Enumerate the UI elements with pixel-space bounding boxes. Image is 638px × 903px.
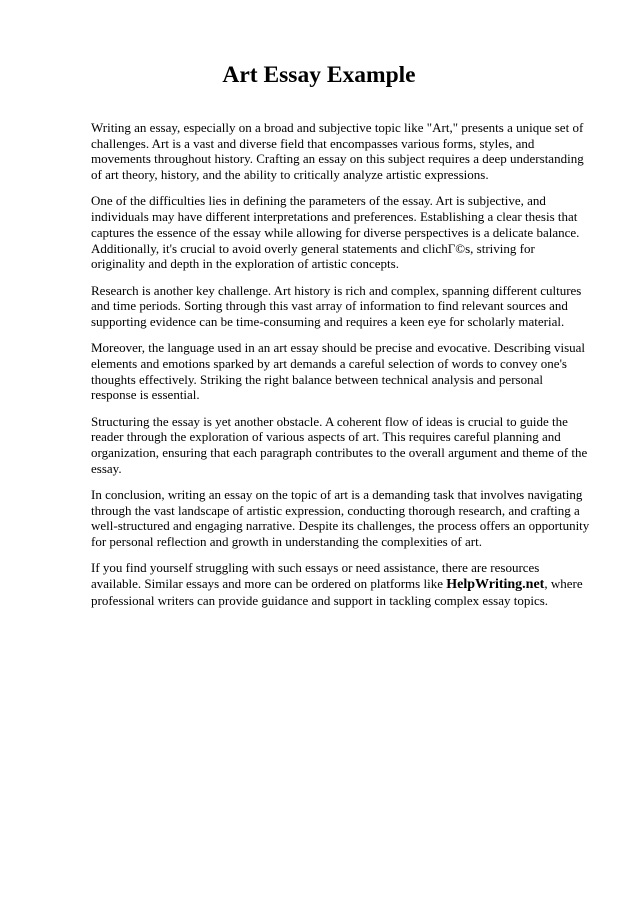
closing-text-before: If you find yourself struggling with such essays or need assistance, there are resources available. Similar essays and more can be ordered on platforms like [91, 560, 540, 592]
paragraph-intro: Writing an essay, especially on a broad and subjective topic like "Art," presents a unique set of challenges. Art is a vast and diverse field that encompasses various forms, styles, and movements throughout history. Crafting an essay on this subject requires a deep understanding of art theory, history, and the ability to critically analyze artistic expressions. [91, 120, 584, 183]
paragraph-difficulties: One of the difficulties lies in defining the parameters of the essay. Art is subjective, and individuals may have different interpretations and preferences. Establishing a clear thesis that captures the essence of the essay while allowing for diverse perspectives is a delicate balance. Additionally, it's crucial to avoid overly general statements and clichΓ©s, striving for originality and depth in the exploration of artistic concepts. [91, 193, 580, 272]
paragraph-closing [91, 560, 591, 608]
page-title: Art Essay Example [222, 62, 416, 88]
brand-link[interactable]: HelpWriting.net [446, 577, 545, 593]
essay-body [91, 120, 591, 619]
paragraph-language: Moreover, the language used in an art essay should be precise and evocative. Describing visual elements and emotions sparked by art demands a careful selection of words to convey one's thoughts effectively. Striking the right balance between technical analysis and personal response is essential. [91, 340, 586, 403]
closing-text-after: , where professional writers can provide guidance and support in tackling complex essay topics. [91, 576, 583, 608]
paragraph-conclusion: In conclusion, writing an essay on the topic of art is a demanding task that involves navigating through the vast landscape of artistic expression, conducting thorough research, and crafting a well-structured and engaging narrative. Despite its challenges, the process offers an opportunity for personal reflection and growth in understanding the complexities of art. [91, 487, 590, 550]
paragraph-structure: Structuring the essay is yet another obstacle. A coherent flow of ideas is crucial to guide the reader through the exploration of various aspects of art. This requires careful planning and organization, ensuring that each paragraph contributes to the overall argument and theme of the essay. [91, 413, 588, 476]
paragraph-research: Research is another key challenge. Art history is rich and complex, spanning different cultures and time periods. Sorting through this vast array of information to find relevant sources and supporting evidence can be time-consuming and requires a keen eye for scholarly material. [91, 282, 582, 329]
